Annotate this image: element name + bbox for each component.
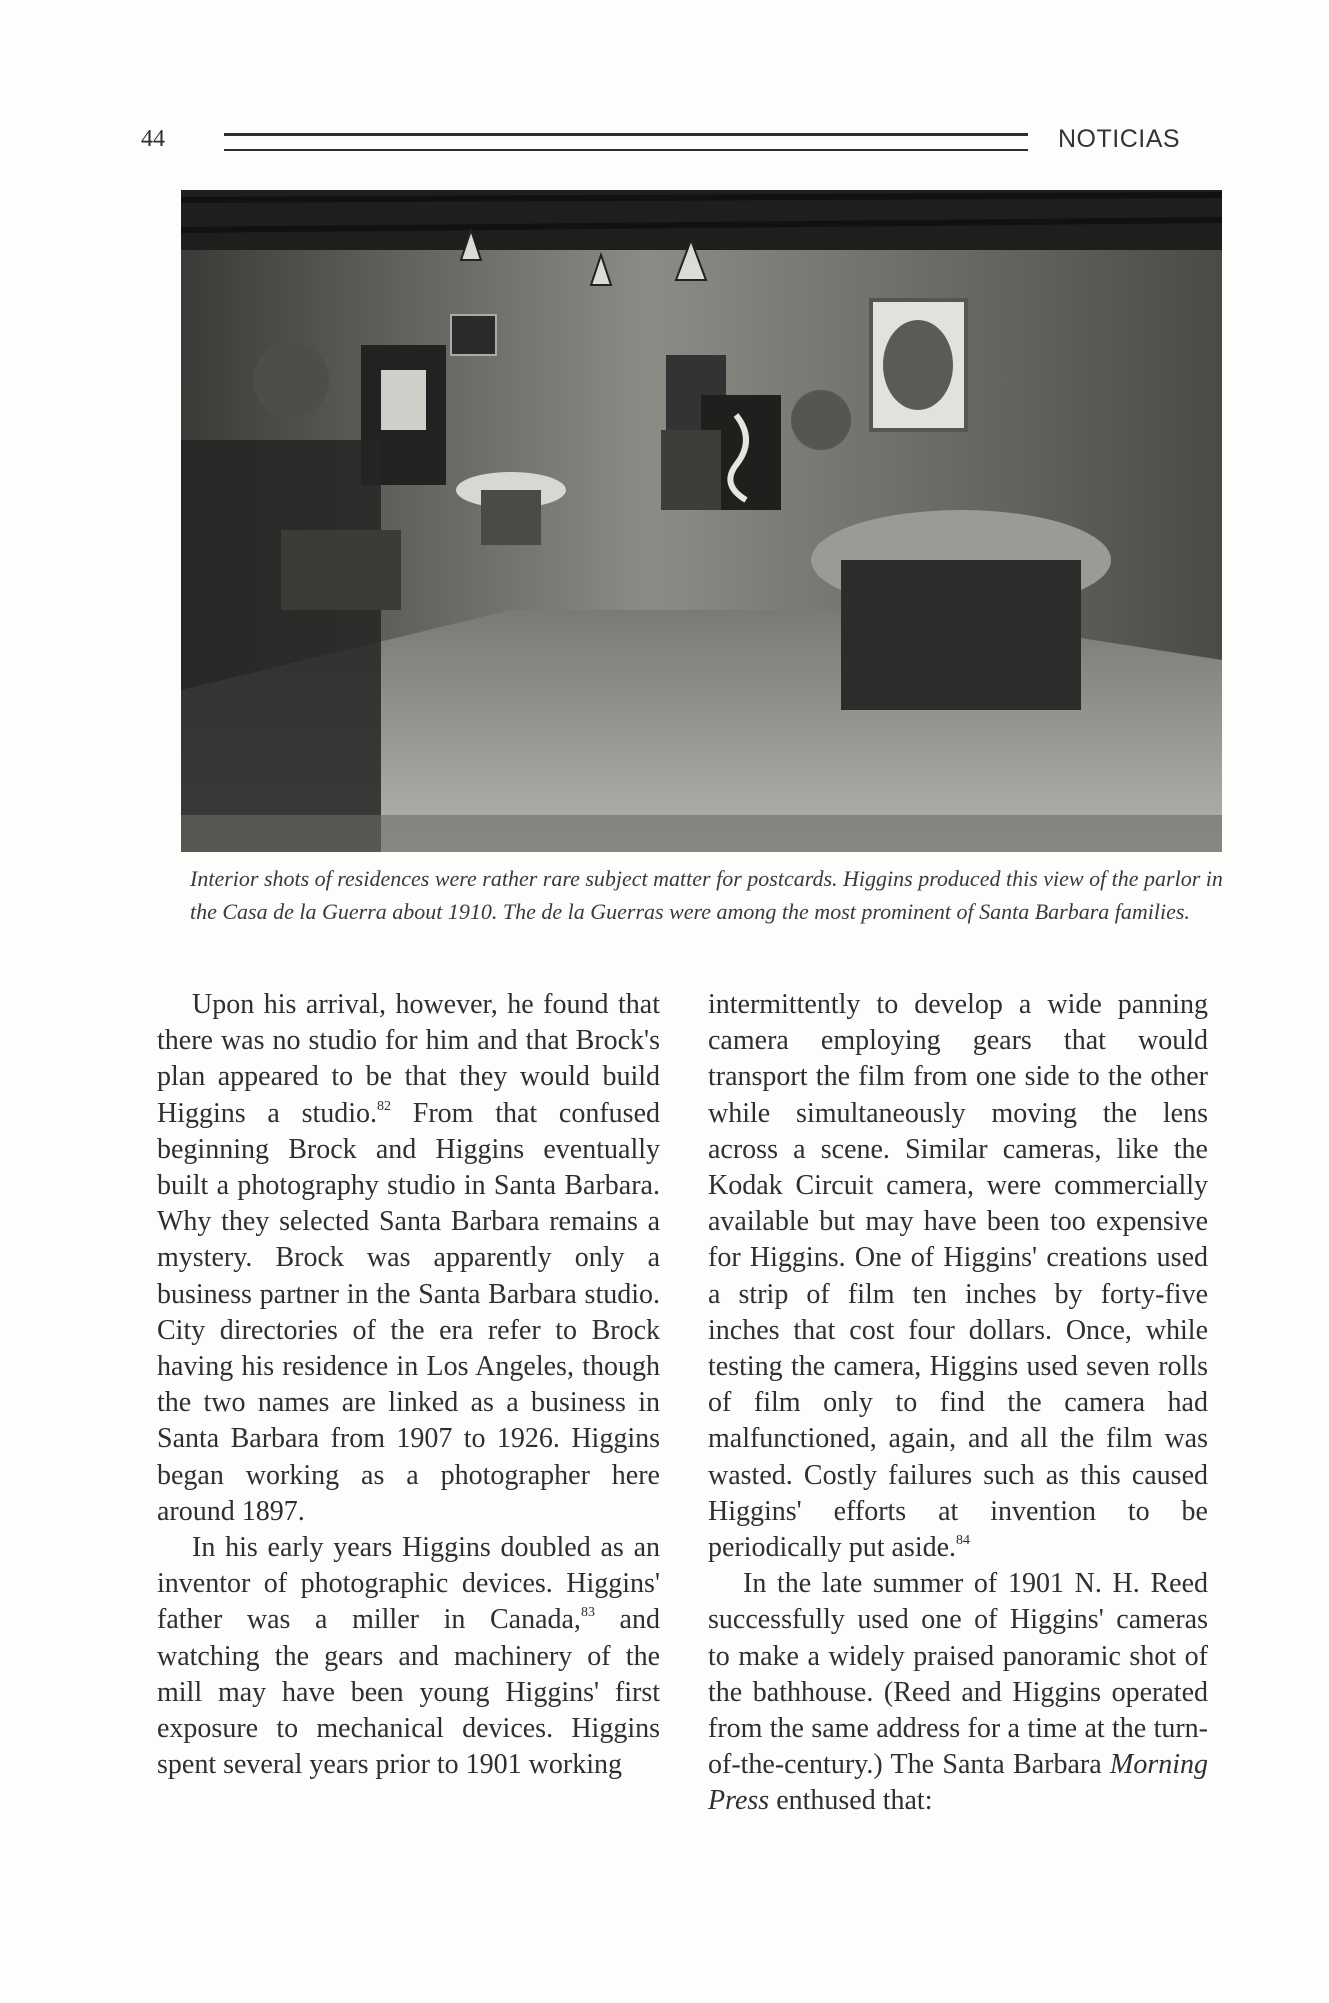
parlor-photograph xyxy=(181,190,1222,852)
paragraph xyxy=(708,987,1208,1566)
newspaper-title: Morning Press xyxy=(708,1749,1208,1817)
paragraph xyxy=(708,1566,1208,1819)
photograph-of-parlor-interior-icon xyxy=(181,190,1222,852)
figure-caption: Interior shots of residences were rather rare subject matter for postcards. Higgins produced this view of the parlor in the Casa de la Guerra about 1910. The de la Guerras were among the most prominent of Santa Barbara families. xyxy=(190,866,1223,924)
header-rule-thin xyxy=(224,149,1028,151)
footnote-marker: 82 xyxy=(377,1098,392,1114)
paragraph-text: In his early years Higgins doubled as an inventor of photographic devices. Higgins' father was a miller in Canada, xyxy=(157,1532,660,1636)
page-number: 44 xyxy=(141,126,165,152)
paragraph-text: intermittently to develop a wide panning camera employing gears that would transport the film from one side to the other while simultaneously moving the lens across a scene. Similar cameras, like the Kodak Circuit camera, were commercially available but may have been too expensive for Higgins. One of Higgins' creations used a strip of film ten inches by forty-five inches that cost four dollars. Once, while testing the camera, Higgins used seven rolls of film only to find the camera had malfunctioned, again, and all the film was wasted. Costly failures such as this caused Higgins' efforts at invention to be periodically put aside. xyxy=(708,989,1208,1564)
page-header xyxy=(0,0,1329,170)
paragraph-text: enthused that: xyxy=(769,1785,933,1817)
footnote-marker: 84 xyxy=(956,1533,971,1549)
paragraph xyxy=(157,1530,660,1783)
running-title: NOTICIAS xyxy=(1058,125,1181,153)
paragraph-text: From that confused beginning Brock and Higgins eventually built a photography studio in Santa Barbara. Why they selected Santa Barbara remains a mystery. Brock was apparently only a business partner in the Santa Barbara studio. City directories of the era refer to Brock having his residence in Los Angeles, though the two names are linked as a business in Santa Barbara from 1907 to 1926. Higgins began working as a photographer here around 1897. xyxy=(157,1097,660,1527)
footnote-marker: 83 xyxy=(580,1605,595,1621)
header-rule-thick xyxy=(224,133,1028,136)
paragraph-text: Upon his arrival, however, he found that there was no studio for him and that Brock's plan appeared to be that they would build Higgins a studio. xyxy=(157,989,660,1129)
body-column-right xyxy=(708,987,1208,1820)
paragraph-text: In the late summer of 1901 N. H. Reed successfully used one of Higgins' cameras to make a widely praised panoramic shot of the bathhouse. (Reed and Higgins operated from the same address for a time at the turn-of-the-century.) The Santa Barbara xyxy=(708,1568,1208,1781)
paragraph xyxy=(157,987,660,1530)
body-column-left xyxy=(157,987,660,1783)
paragraph-text: and watching the gears and machinery of the mill may have been young Higgins' first exposure to mechanical devices. Higgins spent several years prior to 1901 working xyxy=(157,1604,660,1781)
